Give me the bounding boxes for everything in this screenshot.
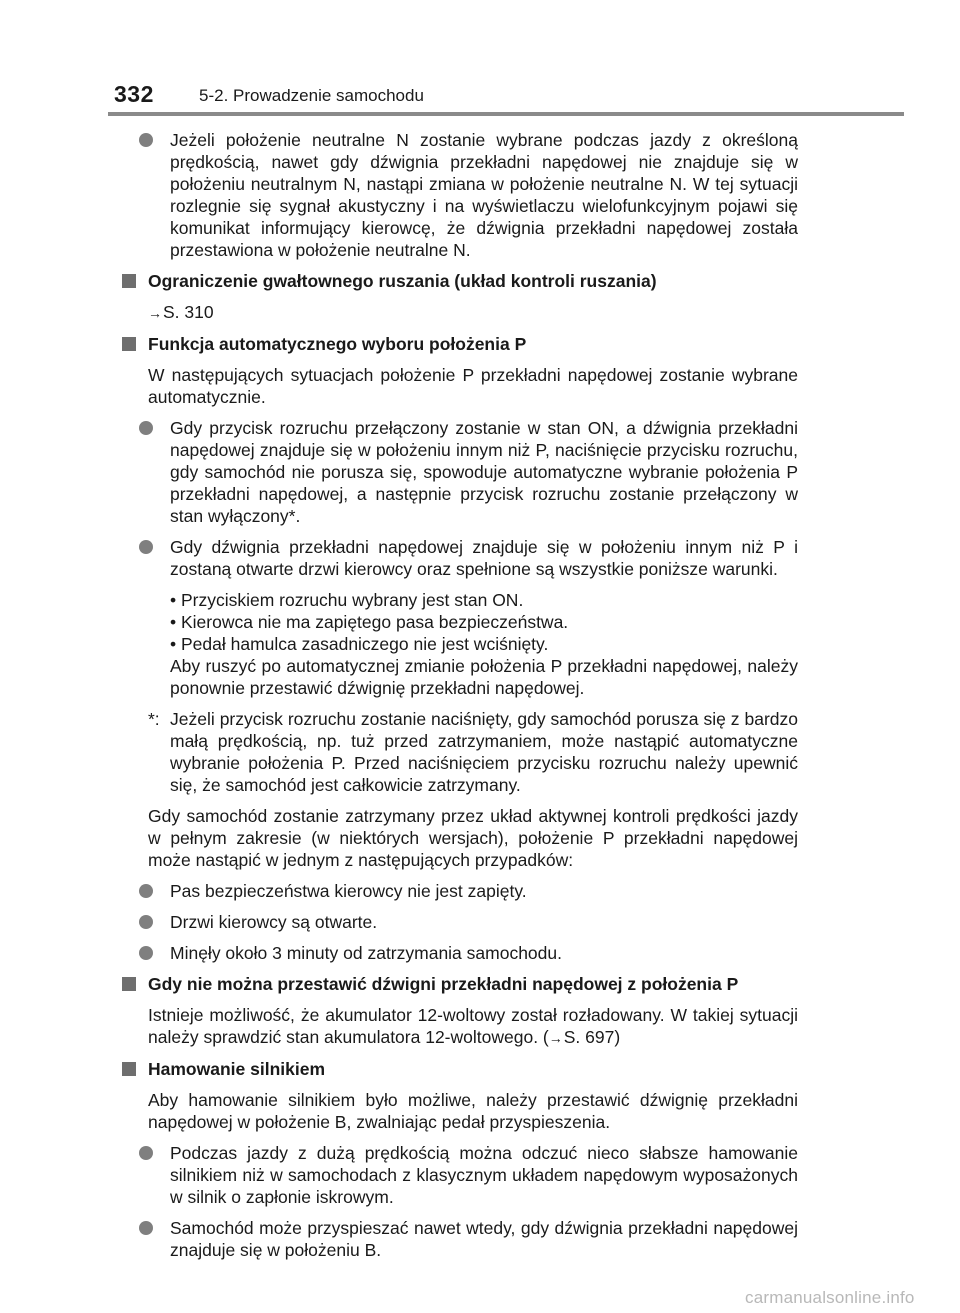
bullet-neutral xyxy=(118,129,798,261)
heading-cannot-shift xyxy=(118,973,798,995)
condition-item: • Pedał hamulca zasadniczego nie jest wciśnięty. xyxy=(170,634,549,654)
bullet-text: Jeżeli położenie neutralne N zostanie wybrane podczas jazdy z określoną prędkością, nawet gdy dźwignia przekładni napędowej nie znajduje się w położeniu neutralnym N, nastąpi zmiana w położenie neutralne N. W tej sytuacji rozlegnie się sygnał akustyczny i na wyświetlaczu wielofunkcyjnym pojawi się komunikat informujący kierowcę, że dźwignia przekładni napędowej została przestawiona w położenie neutralne N. xyxy=(170,130,798,260)
bullet-driver-door xyxy=(118,536,798,580)
square-marker-icon xyxy=(122,977,136,991)
heading-text: Hamowanie silnikiem xyxy=(148,1059,326,1079)
bullet-acceleration xyxy=(118,1217,798,1261)
condition-item: • Przyciskiem rozruchu wybrany jest stan ON. xyxy=(170,590,524,610)
page-content xyxy=(118,129,798,1270)
page-header xyxy=(0,0,960,116)
bullet-text: Gdy dźwignia przekładni napędowej znajduje się w położeniu innym niż P i zostaną otwarte drzwi kierowcy oraz spełnione są wszystkie poniższe warunki. xyxy=(170,537,798,579)
bullet-text: Minęły około 3 minuty od zatrzymania samochodu. xyxy=(170,943,562,963)
page-reference[interactable] xyxy=(118,301,798,324)
bullet-high-speed xyxy=(118,1142,798,1208)
heading-engine-braking xyxy=(118,1058,798,1080)
bullet-dot-icon xyxy=(139,1221,153,1235)
heading-text: Ograniczenie gwałtownego ruszania (układ kontroli ruszania) xyxy=(148,271,657,291)
bullet-start-button xyxy=(118,417,798,527)
heading-text: Funkcja automatycznego wyboru położenia P xyxy=(148,334,527,354)
paragraph-cruise: Gdy samochód zostanie zatrzymany przez układ aktywnej kontroli prędkości jazdy w pełnym zakresie (w niektórych wersjach), położenie P przekładni napędowej może nastąpić w jednym z następujących przypadków: xyxy=(148,806,798,870)
bullet-dot-icon xyxy=(139,1146,153,1160)
bullet-dot-icon xyxy=(139,133,153,147)
bullet-dot-icon xyxy=(139,946,153,960)
paragraph-auto-p-intro: W następujących sytuacjach położenie P przekładni napędowej zostanie wybrane automatycznie. xyxy=(148,365,798,407)
bullet-text: Gdy przycisk rozruchu przełączony zostanie w stan ON, a dźwignia przekładni napędowej znajduje się w położeniu innym niż P, naciśnięcie przycisku rozruchu, gdy samochód nie porusza się, spowoduje automatyczne wybranie położenia P przekładni napędowej, a następnie przycisk rozruchu zostanie przełączony w stan wyłączony*. xyxy=(170,418,798,526)
paragraph-engine-braking: Aby hamowanie silnikiem było możliwe, należy przestawić dźwignię przekładni napędowej w położenie B, zwalniając pedał przyspieszenia. xyxy=(148,1090,798,1132)
arrow-right-icon: → xyxy=(548,1030,563,1046)
paragraph-after-conditions: Aby ruszyć po automatycznej zmianie położenia P przekładni napędowej, należy ponownie przestawić dźwignię przekładni napędowej. xyxy=(170,656,798,698)
paragraph-text: Istnieje możliwość, że akumulator 12-woltowy został rozładowany. W takiej sytuacji należy sprawdzić stan akumulatora 12-woltowego. ( xyxy=(148,1005,798,1047)
square-marker-icon xyxy=(122,274,136,288)
bullet-door-open xyxy=(118,911,798,933)
conditions-list xyxy=(118,589,798,699)
footnote-mark: *: xyxy=(148,709,160,729)
footnote-text: Jeżeli przycisk rozruchu zostanie naciśnięty, gdy samochód porusza się z bardzo małą prędkością, np. tuż przed zatrzymaniem, może nastąpić automatyczne wybranie położenia P. Przed naciśnięciem przycisku rozruchu należy upewnić się, że samochód jest całkowicie zatrzymany. xyxy=(170,709,798,795)
bullet-dot-icon xyxy=(139,421,153,435)
watermark: carmanualsonline.info xyxy=(745,1288,915,1307)
page-number: 332 xyxy=(114,81,154,107)
bullet-text: Samochód może przyspieszać nawet wtedy, gdy dźwignia przekładni napędowej znajduje się w położeniu B. xyxy=(170,1218,798,1260)
arrow-right-icon: → xyxy=(148,305,162,321)
square-marker-icon xyxy=(122,337,136,351)
bullet-text: Drzwi kierowcy są otwarte. xyxy=(170,912,378,932)
bullet-dot-icon xyxy=(139,540,153,554)
bullet-three-minutes xyxy=(118,942,798,964)
bullet-dot-icon xyxy=(139,915,153,929)
square-marker-icon xyxy=(122,1062,136,1076)
heading-auto-p xyxy=(118,333,798,355)
reference-text[interactable]: S. 310 xyxy=(163,302,214,322)
section-title: 5-2. Prowadzenie samochodu xyxy=(199,86,424,105)
reference-text[interactable]: S. 697) xyxy=(563,1027,621,1047)
heading-launch-control xyxy=(118,270,798,292)
paragraph-battery xyxy=(118,1004,798,1049)
bullet-seatbelt xyxy=(118,880,798,902)
bullet-text: Pas bezpieczeństwa kierowcy nie jest zapięty. xyxy=(170,881,527,901)
header-divider xyxy=(108,112,904,116)
condition-item: • Kierowca nie ma zapiętego pasa bezpieczeństwa. xyxy=(170,612,569,632)
bullet-text: Podczas jazdy z dużą prędkością można odczuć nieco słabsze hamowanie silnikiem niż w samochodach z klasycznym układem napędowym wyposażonych w silnik o zapłonie iskrowym. xyxy=(170,1143,798,1207)
heading-text: Gdy nie można przestawić dźwigni przekładni napędowej z położenia P xyxy=(148,974,739,994)
footnote xyxy=(118,708,798,796)
bullet-dot-icon xyxy=(139,884,153,898)
